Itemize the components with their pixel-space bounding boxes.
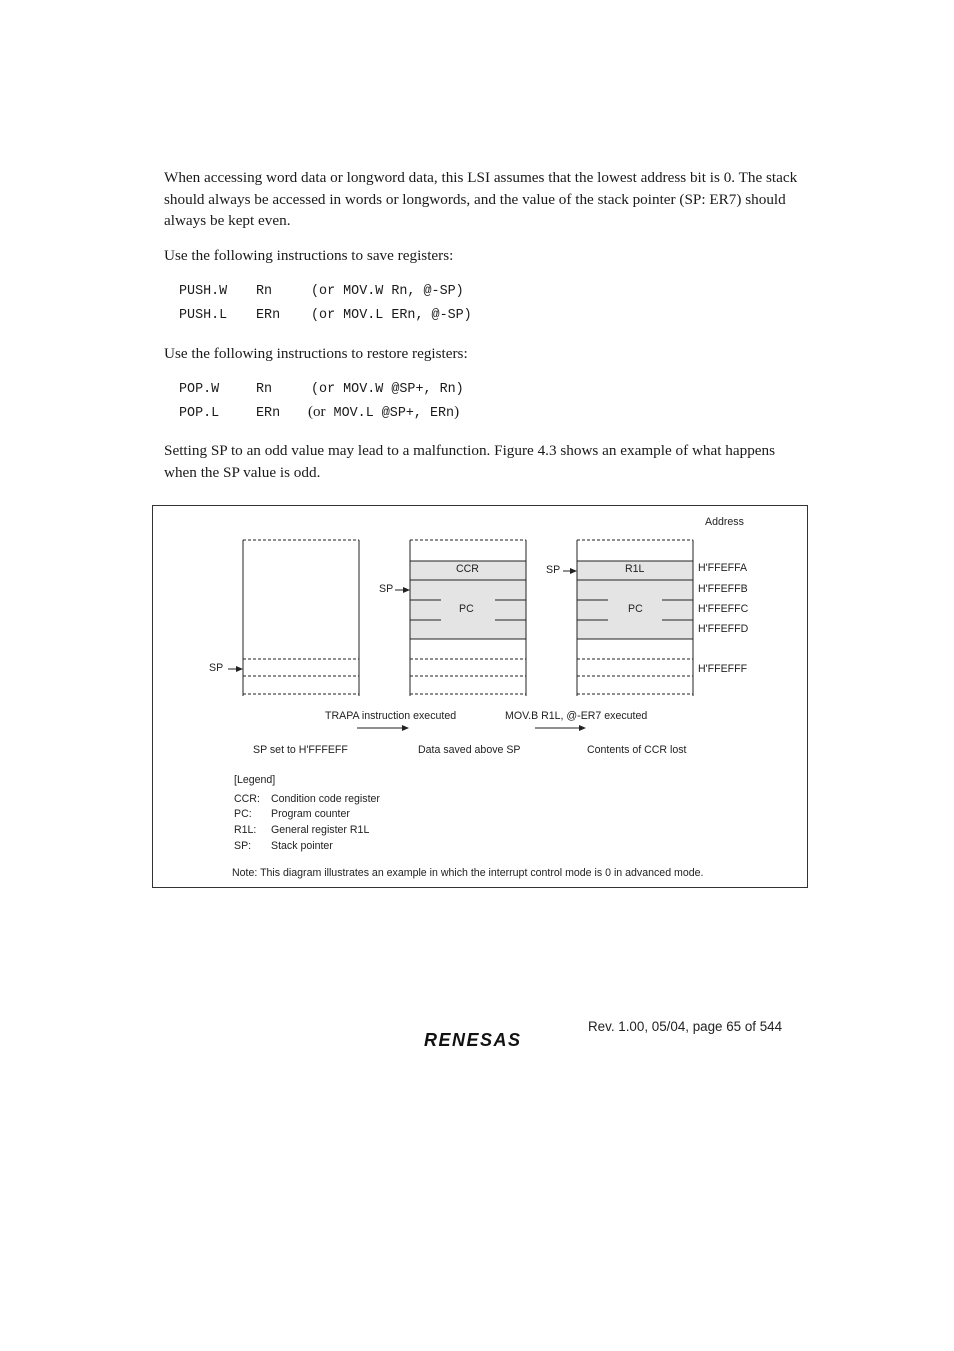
paragraph-word-access: When accessing word data or longword data, this LSI assumes that the lowest address bit is 0. The stack should always be accessed in words or longwords, and the value of the stack pointer (SP: ER7) should always be kept even. bbox=[164, 169, 798, 229]
caption-stack-3: Contents of CCR lost bbox=[587, 744, 687, 756]
code-reg: ERn bbox=[256, 308, 281, 323]
caption-stack-1: SP set to H'FFFEFF bbox=[253, 744, 348, 756]
pc-cell-label: PC bbox=[459, 603, 474, 615]
paragraph-restore-intro: Use the following instructions to restore registers: bbox=[164, 345, 468, 362]
sp-label: SP bbox=[379, 583, 394, 595]
caption-stack-2: Data saved above SP bbox=[418, 744, 521, 756]
code-alt: (or MOV.L ERn, @-SP) bbox=[311, 308, 472, 323]
legend-key: SP: bbox=[234, 840, 252, 852]
code-close: ) bbox=[454, 404, 460, 420]
legend-desc: Program counter bbox=[271, 808, 350, 820]
address-label: H'FFEFFB bbox=[698, 583, 748, 595]
code-reg: Rn bbox=[256, 382, 273, 397]
address-label: H'FFEFFA bbox=[698, 562, 748, 574]
code-op: POP.L bbox=[179, 406, 220, 421]
code-alt: (or MOV.W Rn, @-SP) bbox=[311, 284, 464, 299]
address-header: Address bbox=[705, 516, 744, 528]
sp-label: SP bbox=[546, 564, 561, 576]
code-alt: (or MOV.W @SP+, Rn) bbox=[311, 382, 464, 397]
legend-desc: Condition code register bbox=[271, 793, 380, 805]
code-or: (or bbox=[308, 404, 326, 420]
figure-note: Note: This diagram illustrates an example in which the interrupt control mode is 0 in advanced mode. bbox=[232, 867, 704, 879]
stack-figure bbox=[152, 505, 808, 888]
r1l-cell-label: R1L bbox=[625, 563, 645, 575]
legend-key: PC: bbox=[234, 808, 252, 820]
legend-key: CCR: bbox=[234, 793, 260, 805]
renesas-logo: RENESAS bbox=[424, 1030, 522, 1050]
legend-key: R1L: bbox=[234, 824, 257, 836]
code-alt: MOV.L @SP+, ERn bbox=[333, 406, 455, 421]
legend-desc: Stack pointer bbox=[271, 840, 333, 852]
address-label: H'FFEFFD bbox=[698, 623, 749, 635]
code-reg: ERn bbox=[256, 406, 281, 421]
legend-title: [Legend] bbox=[234, 774, 276, 786]
stack-column-1 bbox=[243, 540, 359, 696]
legend-desc: General register R1L bbox=[271, 824, 370, 836]
paragraph-save-intro: Use the following instructions to save registers: bbox=[164, 247, 454, 264]
code-op: PUSH.L bbox=[179, 308, 228, 323]
code-op: POP.W bbox=[179, 382, 220, 397]
ccr-cell-label: CCR bbox=[456, 563, 479, 575]
pc-cell-label: PC bbox=[628, 603, 643, 615]
transition-label-trapa: TRAPA instruction executed bbox=[325, 710, 457, 722]
address-label: H'FFEFFC bbox=[698, 603, 749, 615]
code-alt-line bbox=[308, 404, 459, 421]
sp-label: SP bbox=[209, 662, 224, 674]
address-label: H'FFEFFF bbox=[698, 663, 748, 675]
code-reg: Rn bbox=[256, 284, 273, 299]
paragraph-odd-sp: Setting SP to an odd value may lead to a malfunction. Figure 4.3 shows an example of what happens when the SP value is odd. bbox=[164, 442, 776, 481]
code-op: PUSH.W bbox=[179, 284, 228, 299]
transition-label-movb: MOV.B R1L, @-ER7 executed bbox=[505, 710, 648, 722]
page-info: Rev. 1.00, 05/04, page 65 of 544 bbox=[588, 1019, 783, 1034]
